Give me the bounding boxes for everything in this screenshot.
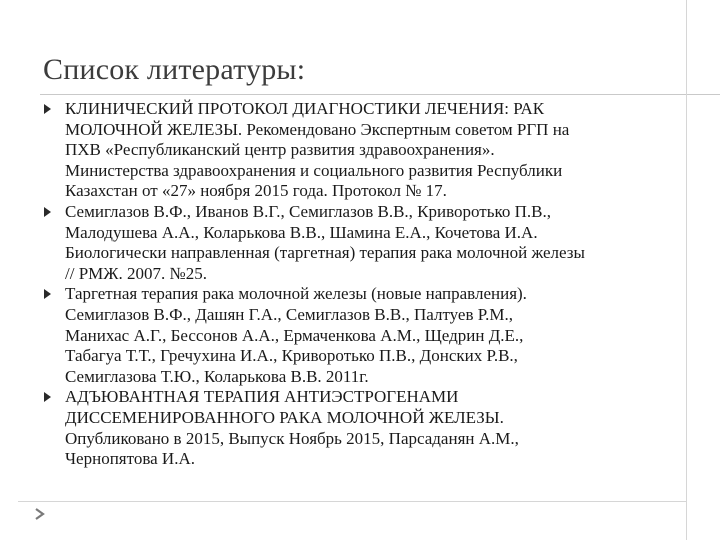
reference-line: Казахстан от «27» ноября 2015 года. Протокол № 17.	[65, 181, 447, 201]
reference-line: АДЪЮВАНТНАЯ ТЕРАПИЯ АНТИЭСТРОГЕНАМИ	[65, 387, 459, 407]
reference-item	[44, 284, 684, 387]
chevron-right-icon[interactable]	[32, 507, 48, 521]
reference-line: Опубликовано в 2015, Выпуск Ноябрь 2015, Парсаданян А.М.,	[65, 428, 519, 448]
reference-line: Семиглазов В.Ф., Иванов В.Г., Семиглазов В.В., Криворотько П.В.,	[65, 201, 551, 221]
reference-line: Биологически направленная (таргетная) терапия рака молочной железы	[65, 243, 585, 263]
reference-line: Семиглазов В.Ф., Дашян Г.А., Семиглазов В.В., Палтуев Р.М.,	[65, 304, 513, 324]
reference-line: МОЛОЧНОЙ ЖЕЛЕЗЫ. Рекомендовано Экспертным советом РГП на	[65, 119, 570, 139]
reference-item	[44, 202, 684, 284]
reference-line: Манихас А.Г., Бессонов А.А., Ермаченкова А.М., Щедрин Д.Е.,	[65, 325, 524, 345]
reference-line: Министерства здравоохранения и социального развития Республики	[65, 160, 563, 180]
vertical-divider	[686, 0, 687, 540]
reference-line: Малодушева А.А., Коларькова В.В., Шамина Е.А., Кочетова И.А.	[65, 222, 538, 242]
reference-line: ПХВ «Республиканский центр развития здравоохранения».	[65, 140, 495, 160]
triangle-bullet-icon	[44, 104, 51, 114]
reference-line: КЛИНИЧЕСКИЙ ПРОТОКОЛ ДИАГНОСТИКИ ЛЕЧЕНИЯ: РАК	[65, 99, 545, 118]
triangle-bullet-icon	[44, 207, 51, 217]
reference-list	[44, 99, 684, 470]
title-divider	[40, 94, 720, 95]
reference-line: Чернопятова И.А.	[65, 449, 195, 469]
reference-line: Семиглазова Т.Ю., Коларькова В.В. 2011г.	[65, 366, 369, 386]
reference-line: Таргетная терапия рака молочной железы (новые направления).	[65, 284, 527, 304]
reference-item	[44, 387, 684, 469]
triangle-bullet-icon	[44, 289, 51, 299]
reference-item	[44, 99, 684, 202]
triangle-bullet-icon	[44, 392, 51, 402]
bottom-divider	[18, 501, 686, 502]
reference-line: Табагуа Т.Т., Гречухина И.А., Криворотько П.В., Донских Р.В.,	[65, 346, 518, 366]
reference-line: ДИССЕМЕНИРОВАННОГО РАКА МОЛОЧНОЙ ЖЕЛЕЗЫ.	[65, 407, 504, 427]
reference-line: // РМЖ. 2007. №25.	[65, 263, 207, 283]
slide-title: Список литературы:	[43, 53, 306, 86]
